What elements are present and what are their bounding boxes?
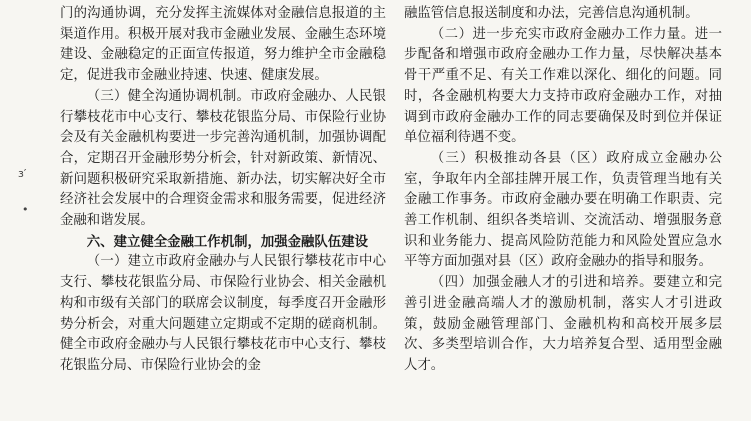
- paragraph: （三）健全沟通协调机制。市政府金融办、人民银行攀枝花市中心支行、攀枝花银监分局、市保险行业协会及有关金融机构要进一步完善沟通机制，加强协调配合，定期召开金融形势分析会，针对新政策、新情况、新问题积极研究采取新措施、新办法，切实解决好全市经济社会发展中的合理资金需求和服务需要，促进经济金融和谐发展。: [60, 88, 386, 229]
- paragraph: （一）建立市政府金融办与人民银行攀枝花市中心支行、攀枝花银监分局、市保险行业协会、相关金融机构和市级有关部门的联席会议制度，每季度召开金融形势分析会，对重大问题建立定期或不定期的磋商机制。健全市政府金融办与人民银行攀枝花市中心支行、攀枝花银监分局、市保险行业协会的金: [60, 254, 386, 373]
- paragraph: （二）进一步充实市政府金融办工作力量。进一步配备和增强市政府金融办工作力量，尽快解决基本骨干严重不足、有关工作难以深化、细化的问题。同时，各金融机构要大力支持市政府金融办工作，对抽调到市政府金融办工作的同志要确保及时到位并保证单位福利待遇不变。: [404, 26, 722, 146]
- margin-dot: •: [22, 203, 29, 216]
- left-column: [60, 4, 386, 377]
- right-column: [404, 4, 722, 377]
- paragraph-continued: 门的沟通协调，充分发挥主流媒体对金融信息报道的主渠道作用。积极开展对我市金融业发展、金融生态环境建设、金融稳定的正面宣传报道，努力维护全市金融稳定，促进我市金融业持速、快速、健康发展。: [60, 6, 386, 84]
- paragraph: （四）加强金融人才的引进和培养。要建立和完善引进金融高端人才的激励机制，落实人才引进政策，鼓励金融管理部门、金融机构和高校开展多层次、多类型培训合作，大力培养复合型、适用型金融人才。: [404, 275, 722, 373]
- paragraph-continued: 融监管信息报送制度和办法，完善信息沟通机制。: [404, 6, 699, 21]
- section-heading: 六、建立健全金融工作机制，加强金融队伍建设: [86, 233, 368, 250]
- paragraph: （三）积极推动各县（区）政府成立金融办公室，争取年内全部挂牌开展工作，负责管理当地有关金融工作事务。市政府金融办要在明确工作职责、完善工作机制、组织各类培训、交流活动、增强服务意识和业务能力、提高风险防范能力和风险处置应急水平等方面加强对县（区）政府金融办的指导和服务。: [404, 150, 722, 270]
- margin-mark: з′: [18, 167, 27, 180]
